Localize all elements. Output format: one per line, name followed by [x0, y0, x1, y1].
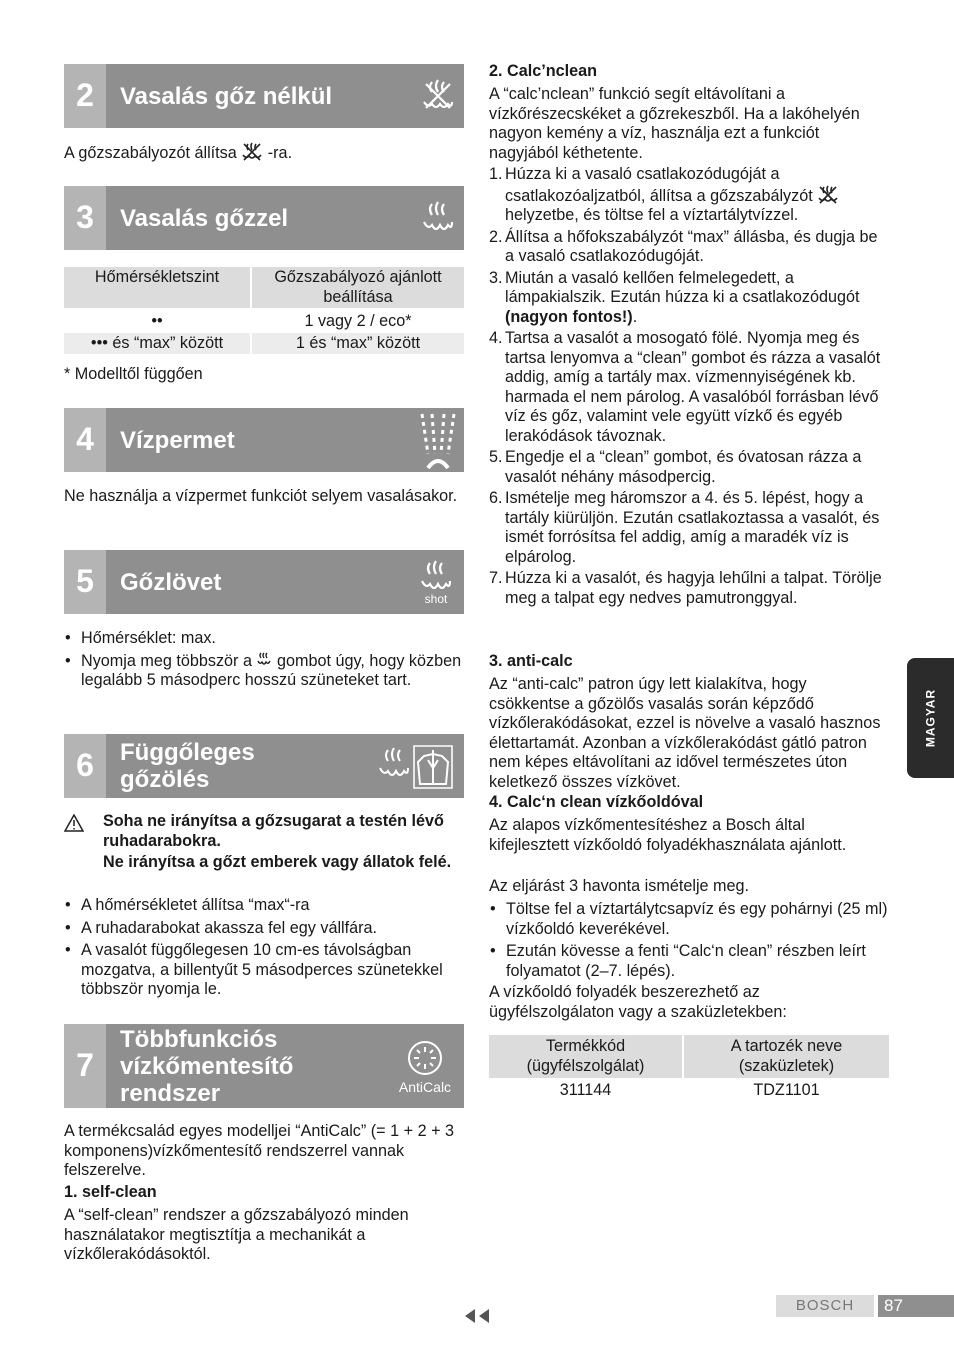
s6-bullet-list [64, 896, 464, 1000]
list-item [489, 489, 889, 567]
page-footer [776, 1295, 954, 1317]
list-item: • Hőmérséklet: max. [64, 629, 464, 649]
step-number: 2. [489, 227, 503, 246]
table-header: Gőzszabályozó ajánlott beállítása [251, 267, 464, 308]
step-number: 3. [489, 268, 503, 287]
list-item: • Ezután kövesse a fenti “Calc‘n clean” részben leírt folyamatot (2–7. lépés). [489, 942, 889, 981]
shot-icon [256, 652, 272, 668]
step-text: Ismételje meg háromszor a 4. és 5. lépést, hogy a tartály kiürüljön. Ezután csatlakoztassa a vasalót, és ismét forrósítsa fel addig, amíg a maradék víz is elpárolog. [505, 489, 880, 566]
list-item: • A vasalót függőlegesen 10 cm-es távolságban mozgatva, a billentyűt 5 másodperces szünetekkel többször nyomja le. [64, 941, 464, 1000]
no-steam-icon [817, 185, 839, 205]
s2-text [64, 142, 292, 164]
descaler-text: Az alapos vízkőmentesítéshez a Bosch által kifejlesztett vízkőoldó folyadékhasználata ajánlott. [489, 816, 847, 854]
step-number: 1. [489, 165, 503, 183]
section-number: 7 [64, 1024, 106, 1108]
language-tab [907, 658, 954, 778]
section-number: 4 [64, 408, 106, 472]
table-header: Hőmérsékletszint [64, 267, 251, 308]
step-text: Tartsa a vasalót a mosogató fölé. Nyomja meg és tartsa lenyomva a “clean” gombot és rázza a vasalót addig, amíg a tartály max. vízmennyiségének kb. harmada el nem párolog. A vasalóból forrásban lévő víz és gőz, valamint vele együtt vízkő és egyéb lerakódások távoznak. [505, 329, 881, 445]
section-title: Gőzlövet [120, 568, 222, 596]
step-number: 5. [489, 448, 503, 466]
anticalc-icon [392, 1024, 458, 1108]
table-header: A tartozék neve (szaküzletek) [683, 1035, 889, 1078]
table-cell: TDZ1101 [683, 1078, 889, 1102]
section-title-line: Függőleges [120, 739, 255, 766]
no-steam-icon [241, 142, 263, 162]
subheading-anti-calc: 3. anti-calc [489, 652, 573, 670]
warning-text: Soha ne irányítsa a gőzsugarat a testén lévő ruhadarabokra. [103, 812, 444, 850]
warning-text: Ne irányítsa a gőzt emberek vagy állatok felé. [103, 853, 452, 871]
s2-text-before: A gőzszabályozót állítsa [64, 144, 237, 162]
step-text: Húzza ki a vasalót, és hagyja lehűlni a talpat. Törölje meg a talpat egy nedves pamutronggyal. [505, 569, 882, 607]
section-header-7 [64, 1024, 464, 1108]
subheading-descaler: 4. Calc‘n clean vízkőoldóval [489, 793, 704, 811]
calcnclean-text: A “calc’nclean” funkció segít eltávolítani a vízkőrészecskéket a gőzrekeszből. Ha a lakóhelyén nagyon kemény a víz, használja ezt a funkciót nagyjából kéthetente. [489, 85, 860, 162]
step-number: 4. [489, 329, 503, 347]
list-item: • A ruhadarabokat akassza fel egy vállfára. [64, 919, 464, 939]
anti-calc-text: Az “anti-calc” patron úgy lett kialakítva, hogy csökkentse a gőzölős vasalás során képződő vízkőlerakódásokat, ezzel is növelve a vasaló hasznos élettartamát. Azonban a vízkőlerakódást gátló patron nem képes eltávolítani az idővel természetes úton keletkező összes vízkövet. [489, 675, 881, 791]
list-item: • A hőmérsékletet állítsa “max“-ra [64, 896, 464, 916]
descaler-frequency: Az eljárást 3 havonta ismételje meg. [489, 877, 750, 895]
step-text: Miután a vasaló kellően felmelegedett, a lámpakialszik. Ezután húzza ki a csatlakozódugót [505, 268, 860, 306]
shot-icon [414, 550, 458, 614]
table-cell: •• [151, 312, 163, 330]
subheading-calcnclean: 2. Calc’nclean [489, 62, 597, 80]
table-cell: ••• és “max” között [64, 333, 251, 355]
section-header-2 [64, 64, 464, 128]
anticalc-icon-label: AntiCalc [398, 1079, 452, 1095]
section-title: Vasalás gőz nélkül [120, 82, 333, 110]
step-text: Állítsa a hőfokszabályzót “max” állásba, és dugja be a vasaló csatlakozódugóját. [505, 227, 878, 265]
section-title [120, 1024, 293, 1108]
footnote: * Modelltől függően [64, 365, 203, 383]
table-cell: 1 vagy 2 / eco* [251, 308, 464, 333]
list-item-before: Nyomja meg többször a [81, 651, 252, 670]
list-item [489, 269, 889, 328]
subheading-self-clean: 1. self-clean [64, 1183, 157, 1201]
section-number: 2 [64, 64, 106, 128]
section-header-4 [64, 408, 464, 472]
accessory-table [489, 1035, 889, 1102]
step-text-bold: (nagyon fontos!) [505, 307, 633, 326]
brand-label: BOSCH [776, 1295, 874, 1317]
section-header-6 [64, 734, 464, 798]
step-number: 7. [489, 569, 503, 587]
back-arrows-icon[interactable] [463, 1309, 491, 1329]
list-item: • Töltse fel a víztartálytcsapvíz és egy pohárnyi (25 ml) vízkőoldó keverékével. [489, 900, 889, 939]
section-number: 5 [64, 550, 106, 614]
list-item [64, 652, 464, 691]
steam-icon [418, 186, 458, 250]
section-title-line: Többfunkciós [120, 1025, 278, 1053]
descaler-availability: A vízkőoldó folyadék beszerezhető az ügyfélszolgálaton vagy a szaküzletekben: [489, 983, 787, 1021]
list-item-after: gombot úgy, hogy közben legalább 5 másodperc hosszú szüneteket tart. [81, 651, 462, 689]
section-title-line: vízkőmentesítő [120, 1052, 294, 1080]
step-text: Húzza ki a vasaló csatlakozódugóját a csatlakozóaljzatból, állítsa a gőzszabályzót [505, 165, 813, 205]
section-number: 3 [64, 186, 106, 250]
table-cell: 311144 [559, 1081, 612, 1099]
warning-icon [64, 814, 84, 832]
step-number: 6. [489, 489, 503, 507]
spray-icon [418, 408, 458, 472]
calcnclean-steps [489, 165, 889, 608]
list-item [489, 448, 889, 487]
section-header-3 [64, 186, 464, 250]
section-title-line: gőzölés [120, 766, 210, 793]
s7-intro: A termékcsalád egyes modelljei “AntiCalc” (= 1 + 2 + 3 komponens)vízkőmentesítő rendszerrel vannak felszerelve. [64, 1122, 455, 1179]
vertical-steam-icon [376, 734, 458, 798]
no-steam-icon [418, 64, 458, 128]
section-header-5 [64, 550, 464, 614]
list-item [489, 329, 889, 446]
s4-text: Ne használja a vízpermet funkciót selyem vasalásakor. [64, 487, 458, 505]
shot-icon-label: shot [424, 592, 448, 606]
list-item [489, 165, 889, 226]
step-text: Engedje el a “clean” gombot, és óvatosan rázza a vasalót néhány másodpercig. [505, 448, 862, 486]
section-title [120, 734, 255, 798]
step-text: . [632, 307, 638, 326]
list-item [489, 569, 889, 608]
descaler-bullet-list [489, 900, 889, 981]
steam-settings-table [64, 267, 464, 354]
section-title: Vasalás gőzzel [120, 204, 289, 232]
s2-text-after: -ra. [267, 144, 293, 162]
s5-bullet-list [64, 629, 464, 691]
section-title-line: rendszer [120, 1079, 221, 1107]
step-text: helyzetbe, és töltse fel a víztartálytvízzel. [505, 206, 799, 224]
table-cell: 1 és “max” között [251, 333, 464, 355]
list-item [489, 228, 889, 267]
language-tab-label: MAGYAR [922, 688, 937, 748]
warning-block [64, 812, 464, 873]
section-number: 6 [64, 734, 106, 798]
section-title: Vízpermet [120, 426, 235, 454]
table-header: Termékkód (ügyfélszolgálat) [489, 1035, 683, 1078]
page-number: 87 [878, 1295, 954, 1317]
s7-self-clean-text: A “self-clean” rendszer a gőzszabályozó minden használatakor megtisztítja a mechanikát a vízkőlerakódásoktól. [64, 1206, 409, 1263]
